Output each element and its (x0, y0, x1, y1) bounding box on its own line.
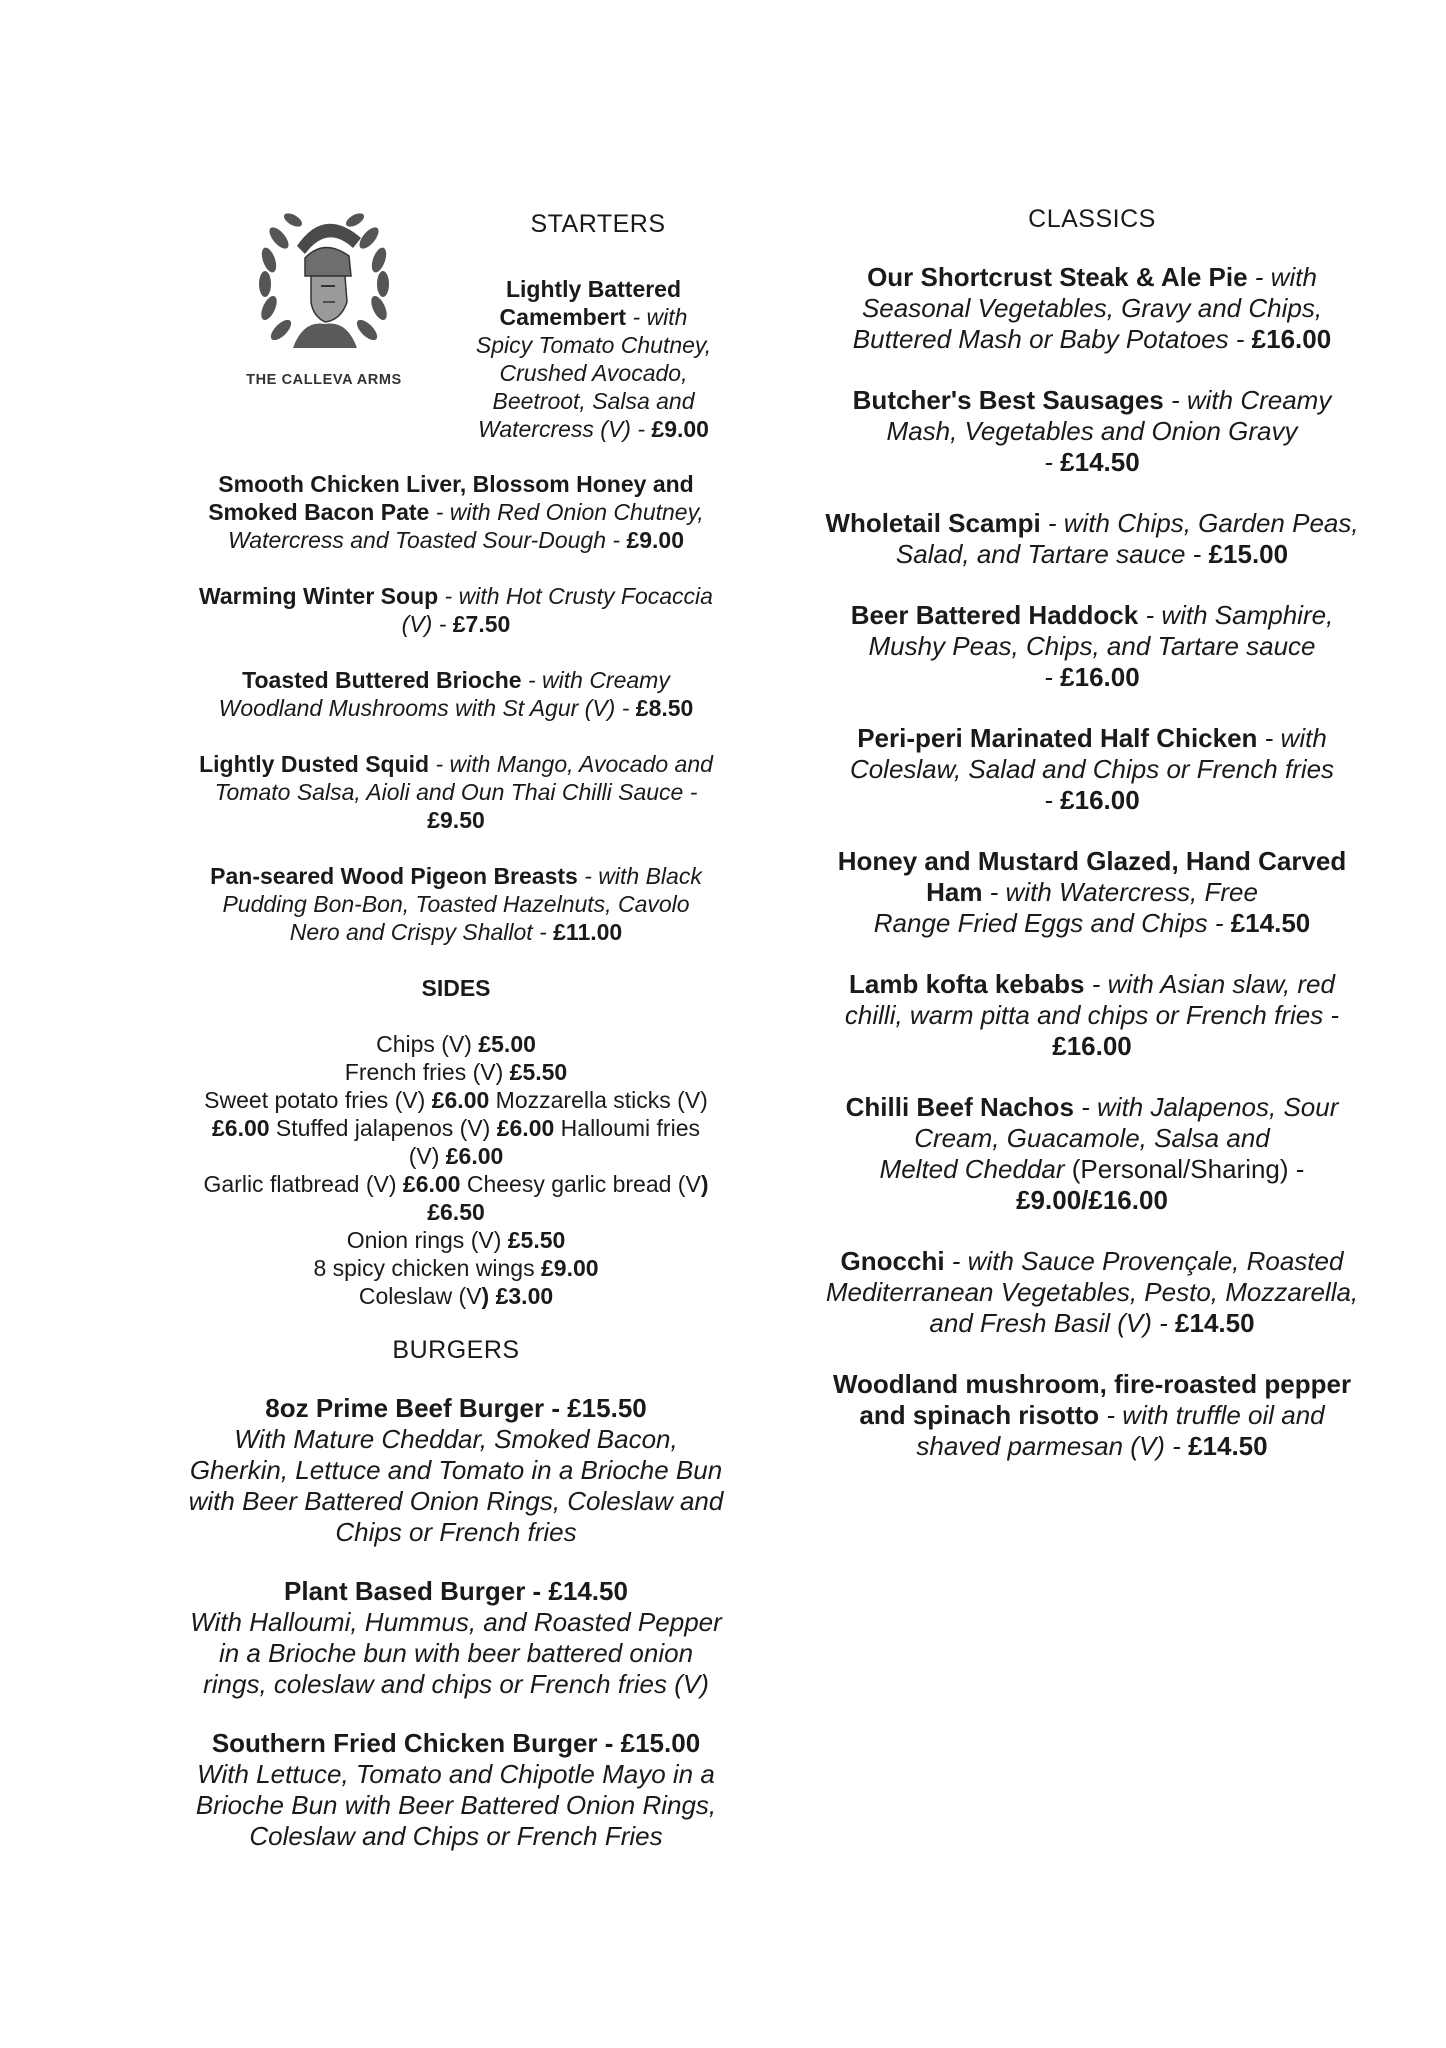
sides-heading: SIDES (421, 975, 491, 1001)
side-line: Garlic flatbread (V) £6.00 Cheesy garlic bread (V) (203, 1171, 709, 1197)
starter-pate: Smooth Chicken Liver, Blossom Honey and Smoked Bacon Pate - with Red Onion Chutney, Watercress and Toasted Sour-Dough - £9.00 (208, 471, 704, 553)
burgers-heading: BURGERS (392, 1336, 520, 1364)
roman-soldier-laurel-icon (249, 198, 399, 368)
sides-list (176, 1030, 736, 1310)
classic-ham: Honey and Mustard Glazed, Hand Carved Ham - with Watercress, Free Range Fried Eggs and Chips - £14.50 (837, 846, 1347, 938)
starters-list (176, 470, 736, 1852)
classic-gnocchi: Gnocchi - with Sauce Provençale, Roasted Mediterranean Vegetables, Pesto, Mozzarella, and Fresh Basil (V) - £14.50 (825, 1246, 1359, 1338)
side-line: (V) £6.00 (408, 1143, 504, 1169)
classics-section (812, 205, 1372, 1462)
starter-soup: Warming Winter Soup - with Hot Crusty Focaccia (V) - £7.50 (199, 583, 713, 637)
classic-chicken: Peri-peri Marinated Half Chicken - with Coleslaw, Salad and Chips or French fries - £16.00 (849, 723, 1335, 815)
burger-chicken: Southern Fried Chicken Burger - £15.00 With Lettuce, Tomato and Chipotle Mayo in a Brioche Bun with Beer Battered Onion Rings, Coleslaw and Chips or French Fries (195, 1728, 717, 1851)
starters-heading: STARTERS (530, 210, 666, 238)
starter-pigeon: Pan-seared Wood Pigeon Breasts - with Black Pudding Bon-Bon, Toasted Hazelnuts, Cavolo Nero and Crispy Shallot - £11.00 (210, 863, 702, 945)
classic-scampi: Wholetail Scampi - with Chips, Garden Peas, Salad, and Tartare sauce - £15.00 (825, 508, 1359, 569)
side-line: Onion rings (V) £5.50 (346, 1227, 566, 1253)
side-line: £6.50 (427, 1199, 485, 1225)
side-line: Chips (V) £5.00 (376, 1031, 536, 1057)
classics-heading: CLASSICS (1028, 205, 1156, 233)
starter-camembert: Lightly Battered Camembert - with Spicy Tomato Chutney, Crushed Avocado, Beetroot, Salsa and Watercress (V) - £9.00 (475, 276, 712, 442)
restaurant-logo (224, 198, 424, 408)
starter-brioche: Toasted Buttered Brioche - with Creamy Woodland Mushrooms with St Agur (V) - £8.50 (218, 667, 694, 721)
burger-plant: Plant Based Burger - £14.50 With Halloumi, Hummus, and Roasted Pepper in a Brioche bun with beer battered onion rings, coleslaw and chips or French fries (V) (190, 1576, 722, 1699)
burger-beef: 8oz Prime Beef Burger - £15.50 With Mature Cheddar, Smoked Bacon, Gherkin, Lettuce and Tomato in a Brioche Bun with Beer Battered Onion Rings, Coleslaw and Chips or French fries (188, 1393, 724, 1547)
starter-squid: Lightly Dusted Squid - with Mango, Avocado and Tomato Salsa, Aioli and Oun Thai Chilli Sauce - £9.50 (199, 751, 713, 833)
side-line: £6.00 Stuffed jalapenos (V) £6.00 Halloumi fries (211, 1115, 700, 1141)
classic-haddock: Beer Battered Haddock - with Samphire, Mushy Peas, Chips, and Tartare sauce - £16.00 (850, 600, 1334, 692)
classic-risotto: Woodland mushroom, fire-roasted pepper and spinach risotto - with truffle oil and shaved parmesan (V) - £14.50 (832, 1369, 1352, 1461)
restaurant-name: THE CALLEVA ARMS (246, 372, 402, 388)
classic-lamb-kofta: Lamb kofta kebabs - with Asian slaw, red chilli, warm pitta and chips or French fries - £16.00 (844, 969, 1340, 1061)
classic-nachos: Chilli Beef Nachos - with Jalapenos, Sour Cream, Guacamole, Salsa and Melted Cheddar (Personal/Sharing) - £9.00/£16.00 (845, 1092, 1339, 1215)
side-line: French fries (V) £5.50 (344, 1059, 568, 1085)
classic-sausages: Butcher's Best Sausages - with Creamy Mash, Vegetables and Onion Gravy - £14.50 (852, 385, 1332, 477)
side-line: Coleslaw (V) £3.00 (358, 1283, 554, 1309)
side-line: Sweet potato fries (V) £6.00 Mozzarella sticks (V) (204, 1087, 708, 1113)
classic-steak-pie: Our Shortcrust Steak & Ale Pie - with Seasonal Vegetables, Gravy and Chips, Buttered Mash or Baby Potatoes - £16.00 (852, 262, 1332, 354)
side-line: 8 spicy chicken wings £9.00 (313, 1255, 599, 1281)
